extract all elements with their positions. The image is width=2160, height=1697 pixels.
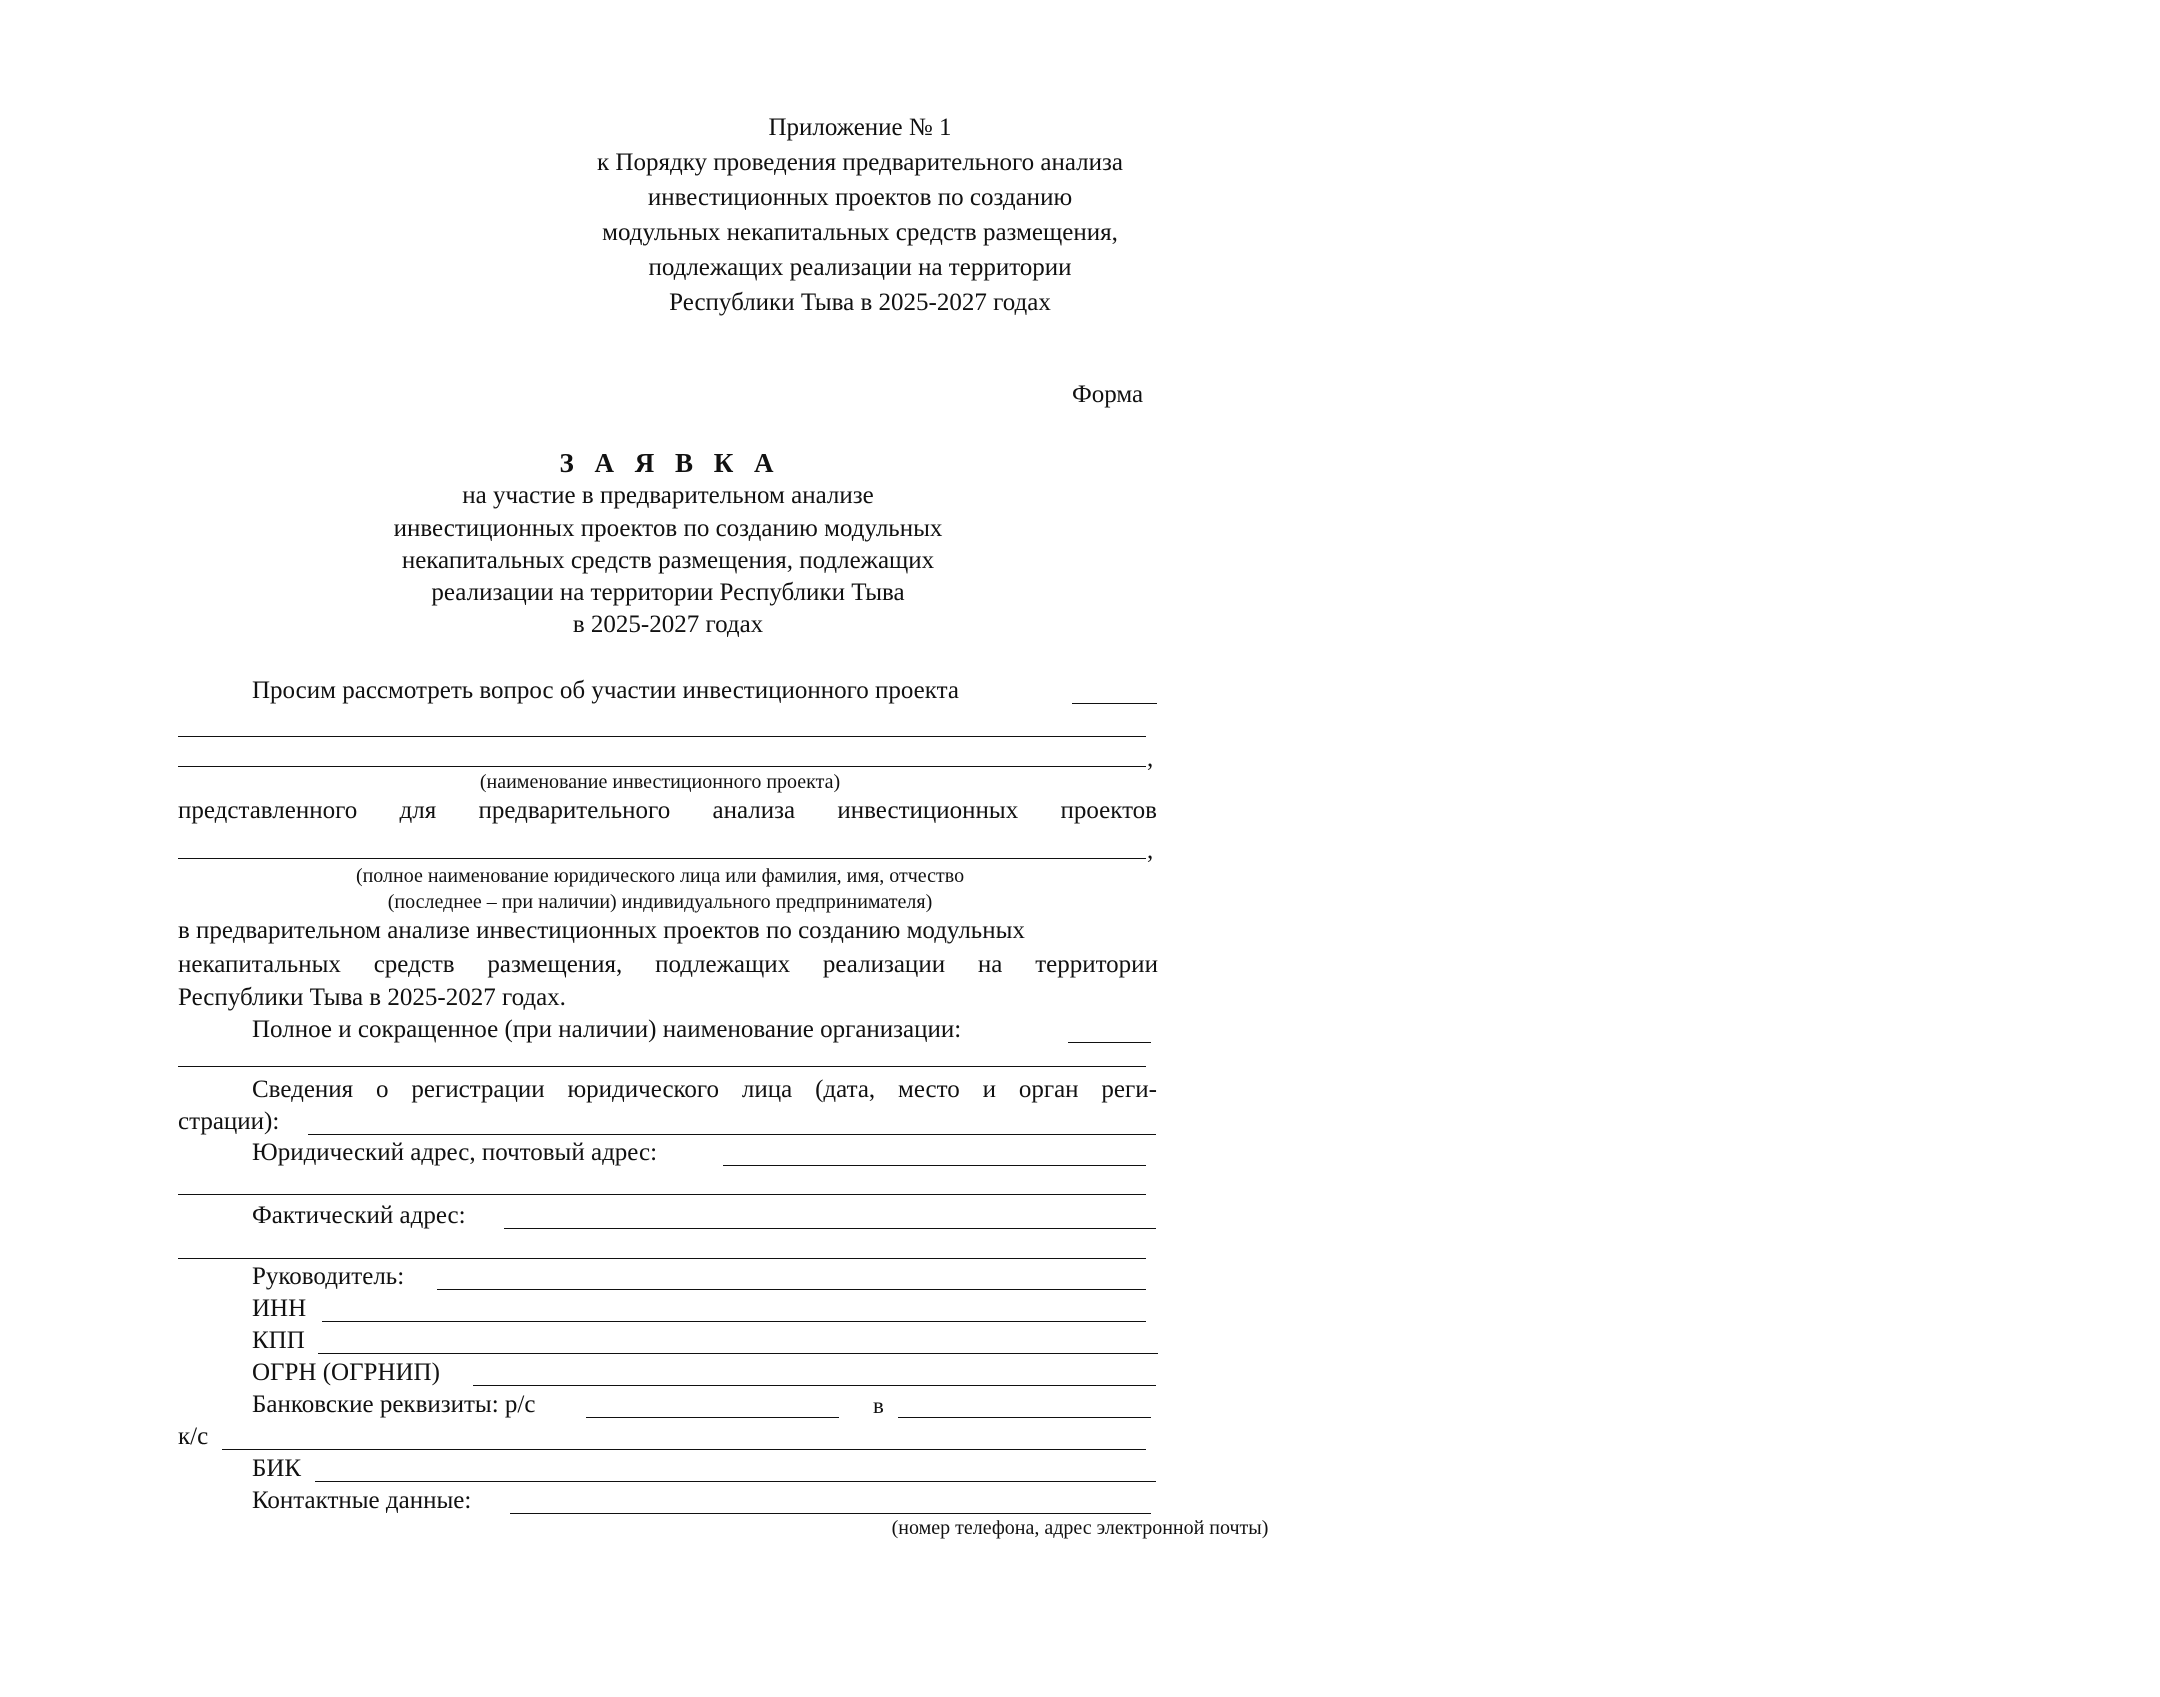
appendix-line: инвестиционных проектов по созданию [647,184,1073,211]
word: место [898,1076,960,1103]
registration-cont: страции): [178,1108,280,1135]
word: средств [373,951,455,978]
word: анализа [712,797,796,824]
legal-address-label: Юридический адрес, почтовый адрес: [252,1139,658,1166]
actual-address-label: Фактический адрес: [252,1202,466,1229]
paragraph-line: в предварительном анализе инвестиционных проектов по созданию модульных [178,917,1025,944]
bank-name-field[interactable] [898,1417,1151,1418]
request-line: Просим рассмотреть вопрос об участии инвестиционного проекта [252,677,959,704]
word: подлежащих [655,951,791,978]
project-name-field-line-3[interactable] [178,766,1146,767]
word: на [977,951,1003,978]
org-name-label: Полное и сокращенное (при наличии) наименование организации: [252,1016,962,1043]
entity-caption: (последнее – при наличии) индивидуального предпринимателя) [387,891,933,913]
title-line: на участие в предварительном анализе [462,482,874,509]
word: представленного [178,797,358,824]
contacts-field[interactable] [510,1513,1151,1514]
legal-address-field-line-2[interactable] [178,1194,1146,1195]
kpp-label: КПП [252,1327,305,1354]
word: реги- [1101,1076,1157,1103]
title-line: в 2025-2027 годах [572,611,764,638]
title-line: инвестиционных проектов по созданию модульных [393,515,943,542]
ks-label: к/с [178,1423,209,1450]
appendix-number: Приложение № 1 [768,114,952,141]
word: размещения, [487,951,623,978]
ogrn-field[interactable] [473,1385,1156,1386]
bik-label: БИК [252,1455,302,1482]
project-name-field[interactable] [1072,703,1157,704]
entity-caption: (полное наименование юридического лица или фамилия, имя, отчество [355,865,965,887]
word: (дата, [815,1076,876,1103]
title-line: некапитальных средств размещения, подлежащих [401,547,935,574]
inn-label: ИНН [252,1295,307,1322]
word: и [982,1076,996,1103]
org-name-field[interactable] [1068,1042,1151,1043]
word: предварительного [478,797,671,824]
project-name-caption: (наименование инвестиционного проекта) [479,771,841,793]
word: проектов [1060,797,1157,824]
actual-address-field[interactable] [504,1228,1156,1229]
document-title: З А Я В К А [559,448,781,478]
project-name-field-line-2[interactable] [178,736,1146,737]
appendix-line: подлежащих реализации на территории [648,254,1072,281]
bank-account-field[interactable] [586,1417,839,1418]
appendix-line: модульных некапитальных средств размещения, [602,219,1118,246]
comma: , [1147,837,1154,864]
registration-field[interactable] [308,1134,1156,1135]
org-name-field-line-2[interactable] [178,1066,1146,1067]
actual-address-field-line-2[interactable] [178,1258,1146,1259]
word: для [399,797,437,824]
presented-line [178,796,1157,826]
paragraph-line: Республики Тыва в 2025-2027 годах. [178,984,566,1011]
kpp-field[interactable] [318,1353,1158,1354]
word: некапитальных [178,951,341,978]
appendix-line: к Порядку проведения предварительного анализа [597,149,1123,176]
registration-line [252,1075,1157,1105]
contacts-label: Контактные данные: [252,1487,472,1514]
paragraph-line [178,950,1158,980]
head-label: Руководитель: [252,1263,405,1290]
word: инвестиционных [837,797,1019,824]
bank-label: Банковские реквизиты: р/с [252,1391,536,1418]
word: лица [741,1076,793,1103]
word: регистрации [411,1076,545,1103]
ks-field[interactable] [222,1449,1146,1450]
contacts-caption: (номер телефона, адрес электронной почты) [891,1517,1269,1539]
entity-name-field[interactable] [178,858,1146,859]
appendix-line: Республики Тыва в 2025-2027 годах [669,289,1051,316]
form-label: Форма [1072,381,1144,408]
word: территории [1035,951,1158,978]
word: Сведения [252,1076,354,1103]
word: реализации [822,951,946,978]
legal-address-field[interactable] [723,1165,1146,1166]
word: о [376,1076,389,1103]
ogrn-label: ОГРН (ОГРНИП) [252,1359,440,1386]
head-field[interactable] [437,1289,1146,1290]
bik-field[interactable] [315,1481,1156,1482]
title-line: реализации на территории Республики Тыва [431,579,905,606]
comma: , [1147,745,1154,772]
word: юридического [567,1076,720,1103]
word: орган [1018,1076,1079,1103]
bank-in-label: в [873,1393,884,1418]
inn-field[interactable] [322,1321,1146,1322]
